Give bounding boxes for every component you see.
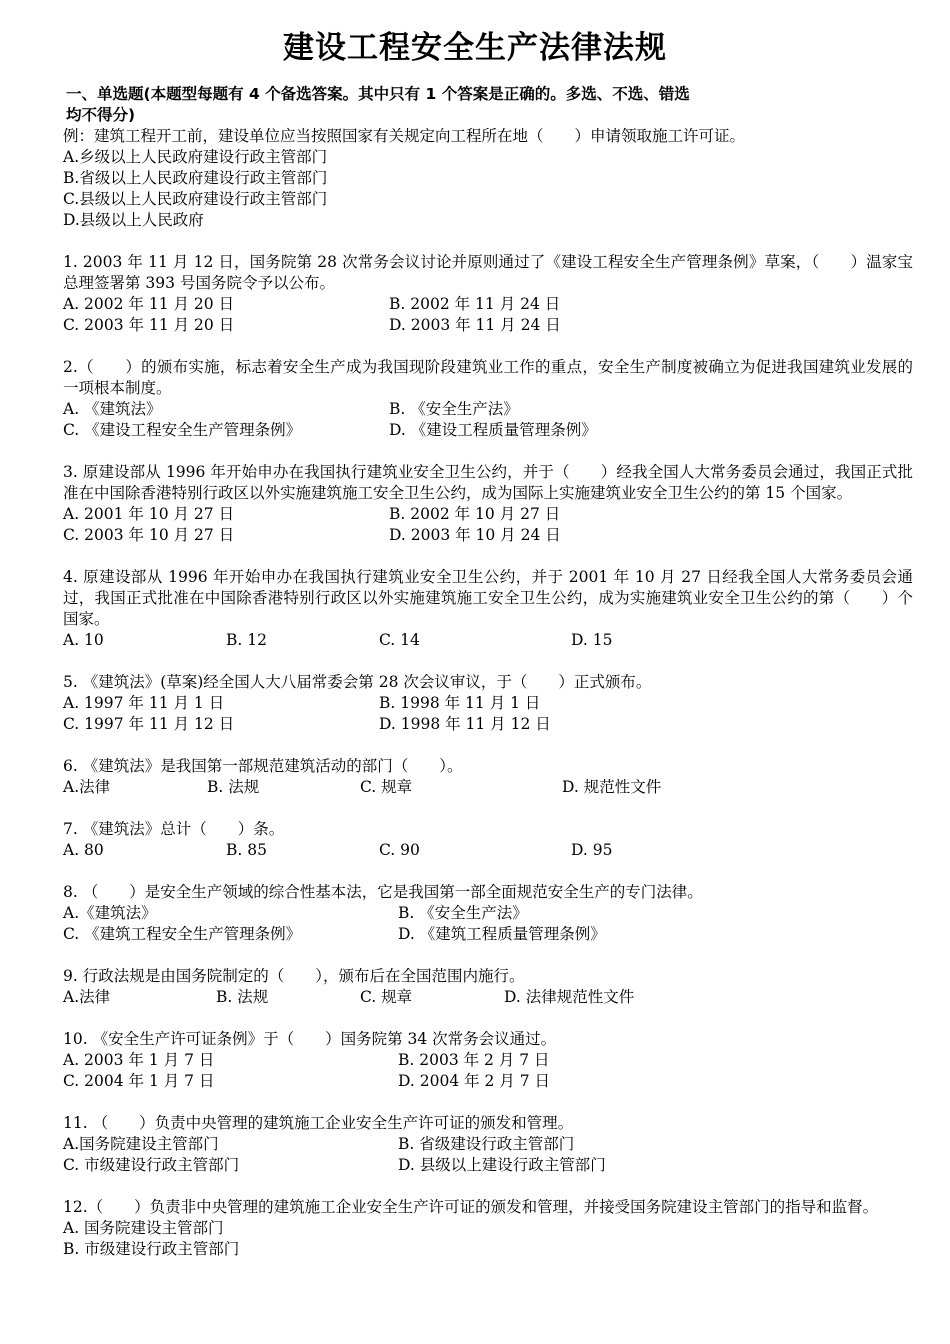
option-c: C. 90 [379, 841, 420, 859]
option-b: B.省级以上人民政府建设行政主管部门 [63, 169, 328, 187]
question-3 [63, 462, 913, 546]
question-text: 10. 《安全生产许可证条例》于（ ）国务院第 34 次常务会议通过。 [63, 1030, 557, 1048]
option-a: A. 国务院建设主管部门 [63, 1219, 224, 1237]
options-row [63, 1050, 913, 1071]
option-a: A.国务院建设主管部门 [63, 1135, 219, 1153]
option-c: C. 《建设工程安全生产管理条例》 [63, 421, 302, 439]
options-row [63, 525, 913, 546]
options-row [63, 777, 913, 798]
section-heading [66, 84, 866, 126]
option-c: C. 2004 年 1 月 7 日 [63, 1072, 215, 1090]
option-a: A.乡级以上人民政府建设行政主管部门 [63, 148, 328, 166]
options-row [63, 420, 913, 441]
options-row [63, 693, 913, 714]
options-row [63, 504, 913, 525]
option-a: A.《建筑法》 [63, 904, 157, 922]
options-row [63, 315, 913, 336]
option-b: B. 《安全生产法》 [398, 904, 528, 922]
question-text: 11. （ ）负责中央管理的建筑施工企业安全生产许可证的颁发和管理。 [63, 1114, 574, 1132]
option-d: D. 县级以上建设行政主管部门 [398, 1156, 606, 1174]
option-a: A.法律 [63, 988, 111, 1006]
question-text: 1. 2003 年 11 月 12 日，国务院第 28 次常务会议讨论并原则通过了《建设工程安全生产管理条例》草案，（ ）温家宝总理签署第 393 号国务院令予以公布。 [63, 253, 913, 292]
question-8 [63, 882, 913, 945]
question-6 [63, 756, 913, 798]
question-12 [63, 1197, 913, 1260]
option-a: A. 2003 年 1 月 7 日 [63, 1051, 215, 1069]
option-b: B. 1998 年 11 月 1 日 [379, 694, 541, 712]
option-b: B. 85 [226, 841, 267, 859]
option-d: D. 《建设工程质量管理条例》 [389, 421, 597, 439]
option-d: D. 1998 年 11 月 12 日 [379, 715, 551, 733]
options-row [63, 1155, 913, 1176]
option-c: C. 2003 年 11 月 20 日 [63, 316, 235, 334]
option-a: A. 2001 年 10 月 27 日 [63, 505, 235, 523]
option-c: C. 2003 年 10 月 27 日 [63, 526, 235, 544]
option-a: A.法律 [63, 778, 111, 796]
options-row [63, 294, 913, 315]
option-c: C. 规章 [360, 778, 413, 796]
option-b: B. 法规 [216, 988, 269, 1006]
options-row [63, 903, 913, 924]
option-a: A. 《建筑法》 [63, 400, 162, 418]
question-11 [63, 1113, 913, 1176]
section-heading-line-2: 均不得分) [66, 106, 136, 124]
options-row [63, 714, 913, 735]
section-heading-line-1: 一、单选题(本题型每题有 4 个备选答案。其中只有 1 个答案是正确的。多选、不选、错选 [66, 85, 690, 103]
option-c: C. 《建筑工程安全生产管理条例》 [63, 925, 302, 943]
option-c: C.县级以上人民政府建设行政主管部门 [63, 190, 328, 208]
option-d: D. 2004 年 2 月 7 日 [398, 1072, 551, 1090]
question-1 [63, 252, 913, 336]
question-text: 4. 原建设部从 1996 年开始申办在我国执行建筑业安全卫生公约，并于 2001 年 10 月 27 日经我全国人大常务委员会通过，我国正式批准在中国除香港特别行政区以外实施建筑施工安全卫生公约，成为实施建筑业安全卫生公约的第（ ）个国家。 [63, 568, 913, 628]
option-a: A. 10 [63, 631, 104, 649]
option-d: D. 《建筑工程质量管理条例》 [398, 925, 606, 943]
option-b: B. 2002 年 11 月 24 日 [389, 295, 561, 313]
options-row [63, 840, 913, 861]
option-d: D. 2003 年 11 月 24 日 [389, 316, 561, 334]
option-b: B. 《安全生产法》 [389, 400, 519, 418]
option-c: C. 规章 [360, 988, 413, 1006]
option-a: A. 80 [63, 841, 104, 859]
question-2 [63, 357, 913, 441]
page-title: 建设工程安全生产法律法规 [283, 30, 667, 66]
option-a: A. 2002 年 11 月 20 日 [63, 295, 235, 313]
option-a: A. 1997 年 11 月 1 日 [63, 694, 225, 712]
options-row [63, 1071, 913, 1092]
question-list [63, 126, 913, 1260]
option-c: C. 市级建设行政主管部门 [63, 1156, 240, 1174]
options-row [63, 924, 913, 945]
option-b: B. 2003 年 2 月 7 日 [398, 1051, 550, 1069]
question-text: 3. 原建设部从 1996 年开始申办在我国执行建筑业安全卫生公约，并于（ ）经我全国人大常务委员会通过，我国正式批准在中国除香港特别行政区以外实施建筑施工安全卫生公约，成为国际上实施建筑业安全卫生公约的第 15 个国家。 [63, 463, 913, 502]
option-d: D. 规范性文件 [562, 778, 662, 796]
question-text: 2.（ ）的颁布实施，标志着安全生产成为我国现阶段建筑业工作的重点，安全生产制度被确立为促进我国建筑业发展的一项根本制度。 [63, 358, 913, 397]
option-c: C. 1997 年 11 月 12 日 [63, 715, 235, 733]
options-row [63, 630, 913, 651]
question-text: 9. 行政法规是由国务院制定的（ ），颁布后在全国范围内施行。 [63, 967, 525, 985]
option-b: B. 2002 年 10 月 27 日 [389, 505, 561, 523]
example-question [63, 126, 913, 231]
question-text: 6. 《建筑法》是我国第一部规范建筑活动的部门（ ）。 [63, 757, 463, 775]
option-d: D. 法律规范性文件 [504, 988, 635, 1006]
option-b: B. 市级建设行政主管部门 [63, 1240, 240, 1258]
question-text: 7. 《建筑法》总计（ ）条。 [63, 820, 285, 838]
question-text: 5. 《建筑法》(草案)经全国人大八届常委会第 28 次会议审议，于（ ）正式颁布。 [63, 673, 652, 691]
option-b: B. 省级建设行政主管部门 [398, 1135, 575, 1153]
option-d: D. 95 [571, 841, 613, 859]
options-row [63, 987, 913, 1008]
question-9 [63, 966, 913, 1008]
question-10 [63, 1029, 913, 1092]
question-7 [63, 819, 913, 861]
option-b: B. 12 [226, 631, 267, 649]
question-text: 12.（ ）负责非中央管理的建筑施工企业安全生产许可证的颁发和管理，并接受国务院建设主管部门的指导和监督。 [63, 1198, 879, 1216]
options-row [63, 399, 913, 420]
question-4 [63, 567, 913, 651]
option-d: D. 2003 年 10 月 24 日 [389, 526, 561, 544]
question-text: 例：建筑工程开工前，建设单位应当按照国家有关规定向工程所在地（ ）申请领取施工许可证。 [63, 127, 746, 145]
question-text: 8. （ ）是安全生产领域的综合性基本法，它是我国第一部全面规范安全生产的专门法律。 [63, 883, 703, 901]
options-row [63, 1134, 913, 1155]
option-d: D. 15 [571, 631, 613, 649]
question-5 [63, 672, 913, 735]
option-b: B. 法规 [207, 778, 260, 796]
option-c: C. 14 [379, 631, 420, 649]
option-d: D.县级以上人民政府 [63, 211, 204, 229]
